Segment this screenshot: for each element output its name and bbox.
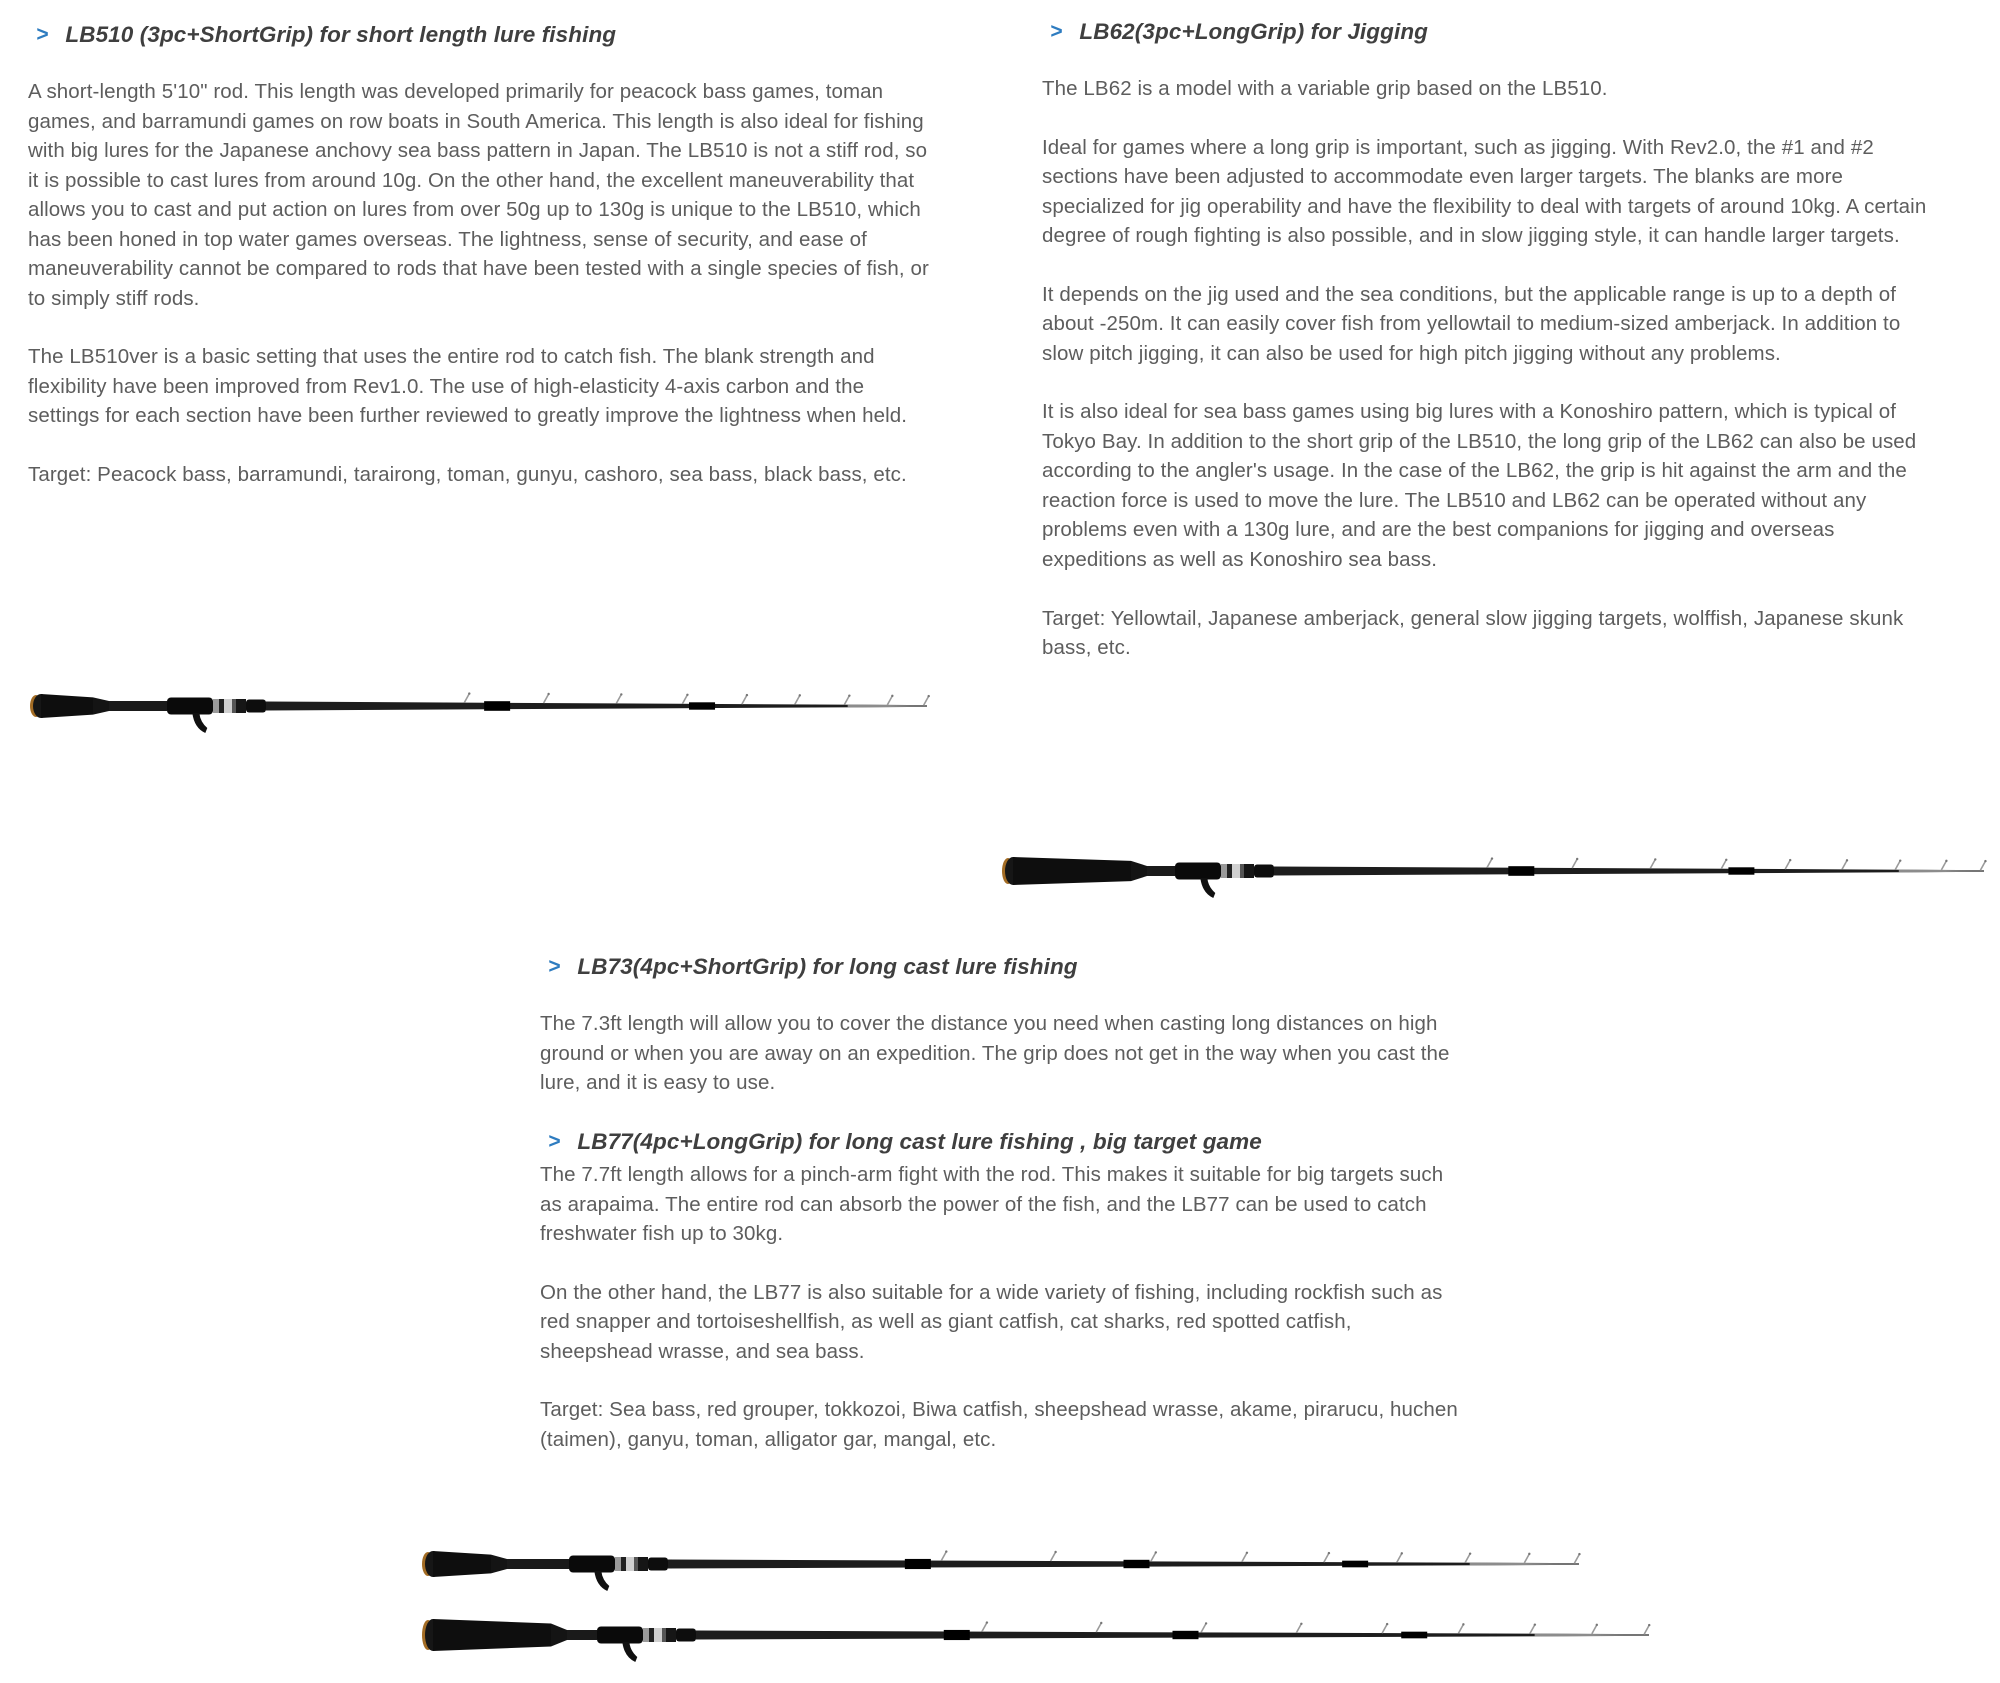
section-lb62 (1042, 17, 1942, 692)
lb77-target-text: Target: Sea bass, red grouper, tokkozoi, Biwa catfish, sheepshead wrasse, akame, pirarucu, huchen (taimen), ganyu, toman, alligator gar, mangal, etc. (540, 1398, 1458, 1451)
rod-image-lb73 (418, 1534, 1583, 1594)
lb510-paragraph-2: The LB510ver is a basic setting that uses the entire rod to catch fish. The blank strength and flexibility have been improved from Rev1.0. The use of high-elasticity 4-axis carbon and the settings for each section have been further reviewed to greatly improve the lightness when held. (28, 345, 908, 428)
rod-image-lb62 (998, 841, 1988, 901)
chevron-right-icon: > (548, 1129, 561, 1153)
section-lb73-lb77 (540, 952, 1465, 1483)
chevron-right-icon: > (1050, 20, 1063, 43)
rod-image-lb510 (26, 676, 931, 736)
heading-text-lb77: LB77(4pc+LongGrip) for long cast lure fishing , big target game (577, 1128, 1262, 1154)
lb62-paragraph-3: It depends on the jig used and the sea conditions, but the applicable range is up to a depth of about -250m. It can easily cover fish from yellowtail to medium-sized amberjack. In addition to slow pitch jigging, it can also be used for high pitch jigging without any problems. (1042, 282, 1901, 365)
lb77-paragraph-2: On the other hand, the LB77 is also suitable for a wide variety of fishing, including rockfish such as red snapper and tortoiseshellfish, as well as giant catfish, cat sharks, red spotted catfish, sheepshead wrasse, and sea bass. (540, 1280, 1443, 1363)
section-heading-lb73 (540, 952, 1465, 981)
lb62-target-text: Target: Yellowtail, Japanese amberjack, general slow jigging targets, wolffish, Japanese skunk bass, etc. (1042, 606, 1904, 660)
lb62-paragraph-4: It is also ideal for sea bass games using big lures with a Konoshiro pattern, which is typical of Tokyo Bay. In addition to the short grip of the LB510, the long grip of the LB62 can also be used according to the angler's usage. In the case of the LB62, the grip is hit against the arm and the reaction force is used to move the lure. The LB510 and LB62 can be operated without any problems even with a 130g lure, and are the best companions for jigging and overseas expeditions as well as Konoshiro sea bass. (1042, 400, 1917, 571)
section-lb510 (28, 20, 933, 518)
section-heading-lb62 (1042, 17, 1942, 46)
rod-image-lb77 (418, 1602, 1653, 1668)
lb510-paragraph-1: A short-length 5'10" rod. This length was developed primarily for peacock bass games, toman games, and barramundi games on row boats in South America. This length is also ideal for fishing with big lures for the Japanese anchovy sea bass pattern in Japan. The LB510 is not a stiff rod, so it is possible to cast lures from around 10g. On the other hand, the excellent maneuverability that allows you to cast and put action on lures from over 50g up to 130g is unique to the LB510, which has been honed in top water games overseas. The lightness, sense of security, and ease of maneuverability cannot be compared to rods that have been tested with a single species of fish, or to simply stiff rods. (28, 80, 929, 310)
heading-text-lb73: LB73(4pc+ShortGrip) for long cast lure fishing (577, 954, 1078, 979)
heading-text-lb62: LB62(3pc+LongGrip) for Jigging (1079, 19, 1429, 44)
lb62-paragraph-1: The LB62 is a model with a variable grip based on the LB510. (1042, 77, 1608, 101)
section-heading-lb510 (28, 20, 933, 49)
heading-text-lb510: LB510 (3pc+ShortGrip) for short length lure fishing (65, 22, 617, 47)
chevron-right-icon: > (548, 955, 561, 978)
section-heading-lb77 (540, 1127, 1465, 1156)
lb510-target-text: Target: Peacock bass, barramundi, tarairong, toman, gunyu, cashoro, sea bass, black bass, etc. (28, 462, 907, 486)
chevron-right-icon: > (36, 23, 49, 46)
lb62-paragraph-2: Ideal for games where a long grip is important, such as jigging. With Rev2.0, the #1 and #2 sections have been adjusted to accommodate even larger targets. The blanks are more specialized for jig operability and have the flexibility to deal with targets of around 10kg. A certain degree of rough fighting is also possible, and in slow jigging style, it can handle larger targets. (1042, 135, 1927, 248)
lb77-paragraph-1: The 7.7ft length allows for a pinch-arm fight with the rod. This makes it suitable for big targets such as arapaima. The entire rod can absorb the power of the fish, and the LB77 can be used to catch freshwater fish up to 30kg. (540, 1163, 1444, 1246)
lb73-paragraph-1: The 7.3ft length will allow you to cover the distance you need when casting long distances on high ground or when you are away on an expedition. The grip does not get in the way when you cast the lure, and it is easy to use. (540, 1012, 1450, 1095)
